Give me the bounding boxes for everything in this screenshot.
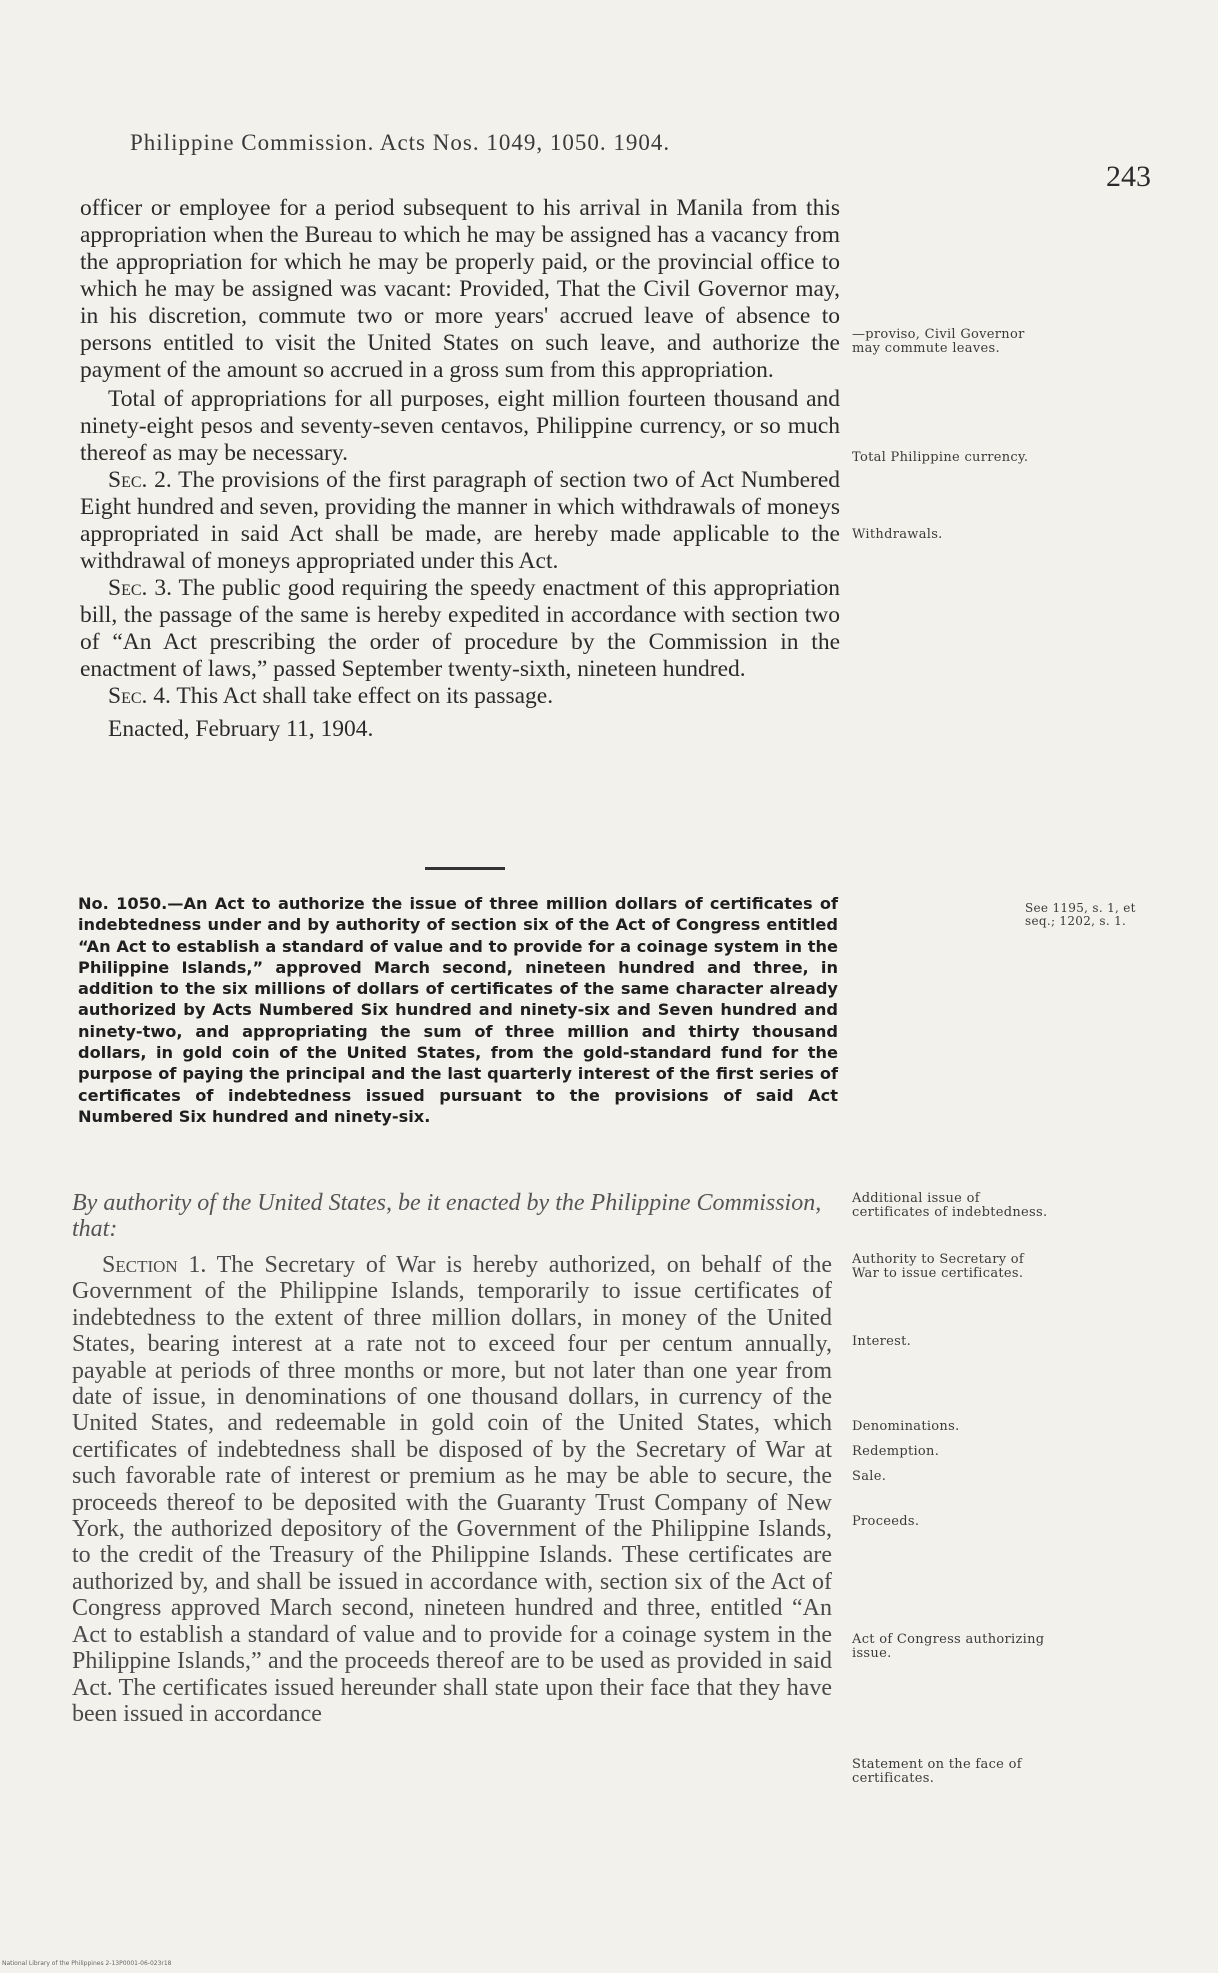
section-1-label: Section 1. — [102, 1252, 207, 1278]
enacted-date: Enacted, February 11, 1904. — [108, 716, 374, 742]
section-3-text: The public good requiring the speedy enactment of this appropriation bill, the passage of the same is hereby expedited in accordance with section two of “An Act prescribing the order of procedure by the Commission in the enactment of laws,” passed September twenty-sixth, nineteen hundred. — [80, 575, 841, 682]
enacting-clause: By authority of the United States, be it enacted by the Philippine Commission, that: — [72, 1190, 822, 1242]
section-1-text: The Secretary of War is hereby authorized, on behalf of the Government of the Philippine Islands, temporarily to issue certificates of indebtedness to the extent of three million dollars, in money of the United States, bearing interest at a rate not to exceed four per centum annually, payable at periods of three months or more, but not later than one year from date of issue, in denominations of one thousand dollars, in currency of the United States, and redeemable in gold coin of the United States, which certificates of indebtedness shall be disposed of by the Secretary of War at such favorable rate of interest or premium as he may be able to secure, the proceeds thereof to be deposited with the Guaranty Trust Company of New York, the authorized depository of the Government of the Philippine Islands, to the credit of the Treasury of the Philippine Islands. These certificates are authorized by, and shall be issued in accordance with, section six of the Act of Congress approved March second, nineteen hundred and three, entitled “An Act to establish a standard of value and to provide for a coinage system in the Philippine Islands,” and the proceeds thereof are to be used as provided in said Act. The certificates issued hereunder shall state upon their face that they have been issued in accordance — [72, 1252, 832, 1727]
margin-note-denominations: Denominations. — [852, 1419, 960, 1434]
margin-note-total: Total Philippine currency. — [852, 450, 1029, 465]
section-4 — [80, 683, 840, 710]
margin-note-authority: Authority to Secretary of War to issue certificates. — [852, 1252, 1025, 1281]
act-1050-section-1 — [72, 1252, 832, 1727]
margin-note-sale: Sale. — [852, 1469, 887, 1484]
paragraph-continuation: officer or employee for a period subsequent to his arrival in Manila from this appropriation when the Bureau to which he may be assigned has a vacancy from the appropriation for which he may be properly paid, or the provincial office to which he may be assigned was vacant: Provided, That the Civil Governor may, in his discretion, commute two or more years' accrued leave of absence to persons entitled to visit the United States on such leave, and authorize the payment of the amount so accrued in a gross sum from this appropriation. — [80, 195, 840, 383]
margin-note-withdrawals: Withdrawals. — [852, 527, 943, 542]
section-2-text: The provisions of the first paragraph of section two of Act Numbered Eight hundred and seven, providing the manner in which withdrawals of moneys appropriated in said Act shall be made, are hereby made applicable to the withdrawal of moneys appropriated under this Act. — [80, 467, 841, 574]
section-divider — [425, 867, 505, 870]
section-3-label: Sec. 3. — [108, 575, 172, 601]
margin-note-proviso: —proviso, Civil Governor may commute leaves. — [852, 327, 1025, 356]
margin-note-see-reference: See 1195, s. 1, et seq.; 1202, s. 1. — [1025, 901, 1136, 928]
margin-note-interest: Interest. — [852, 1334, 912, 1349]
footer-credit: National Library of the Philippines 2-13P0001-06-023r18 — [2, 1960, 172, 1967]
act-1049-tail — [80, 195, 840, 743]
section-3 — [80, 575, 840, 683]
section-2-label: Sec. 2. — [108, 467, 172, 493]
section-2 — [80, 467, 840, 575]
section-4-label: Sec. 4. — [108, 683, 171, 709]
paragraph-total-appropriations: Total of appropriations for all purposes, eight million fourteen thousand and ninety-eight pesos and seventy-seven centavos, Philippine currency, or so much thereof as may be necessary. — [80, 386, 840, 466]
margin-note-redemption: Redemption. — [852, 1444, 940, 1459]
act-1050-title: No. 1050.—An Act to authorize the issue of three million dollars of certificates of indebtedness under and by authority of section six of the Act of Congress entitled “An Act to establish a standard of value and to provide for a coinage system in the Philippine Islands,” approved March second, nineteen hundred and three, in addition to the six millions of dollars of certificates of the same character already authorized by Acts Numbered Six hundred and ninety-six and Seven hundred and ninety-two, and appropriating the sum of three million and thirty thousand dollars, in gold coin of the United States, from the gold-standard fund for the purpose of paying the principal and the last quarterly interest of the first series of certificates of indebtedness issued pursuant to the provisions of said Act Numbered Six hundred and ninety-six. — [78, 894, 838, 1126]
section-4-text: This Act shall take effect on its passage. — [176, 683, 554, 709]
page-number: 243 — [1106, 160, 1151, 193]
margin-note-act-of-congress: Act of Congress authorizing issue. — [852, 1632, 1045, 1661]
margin-note-additional-issue: Additional issue of certificates of indebtedness. — [852, 1191, 1048, 1220]
margin-note-proceeds: Proceeds. — [852, 1514, 920, 1529]
running-head: Philippine Commission. Acts Nos. 1049, 1050. 1904. — [130, 130, 671, 155]
margin-note-statement: Statement on the face of certificates. — [852, 1757, 1022, 1786]
